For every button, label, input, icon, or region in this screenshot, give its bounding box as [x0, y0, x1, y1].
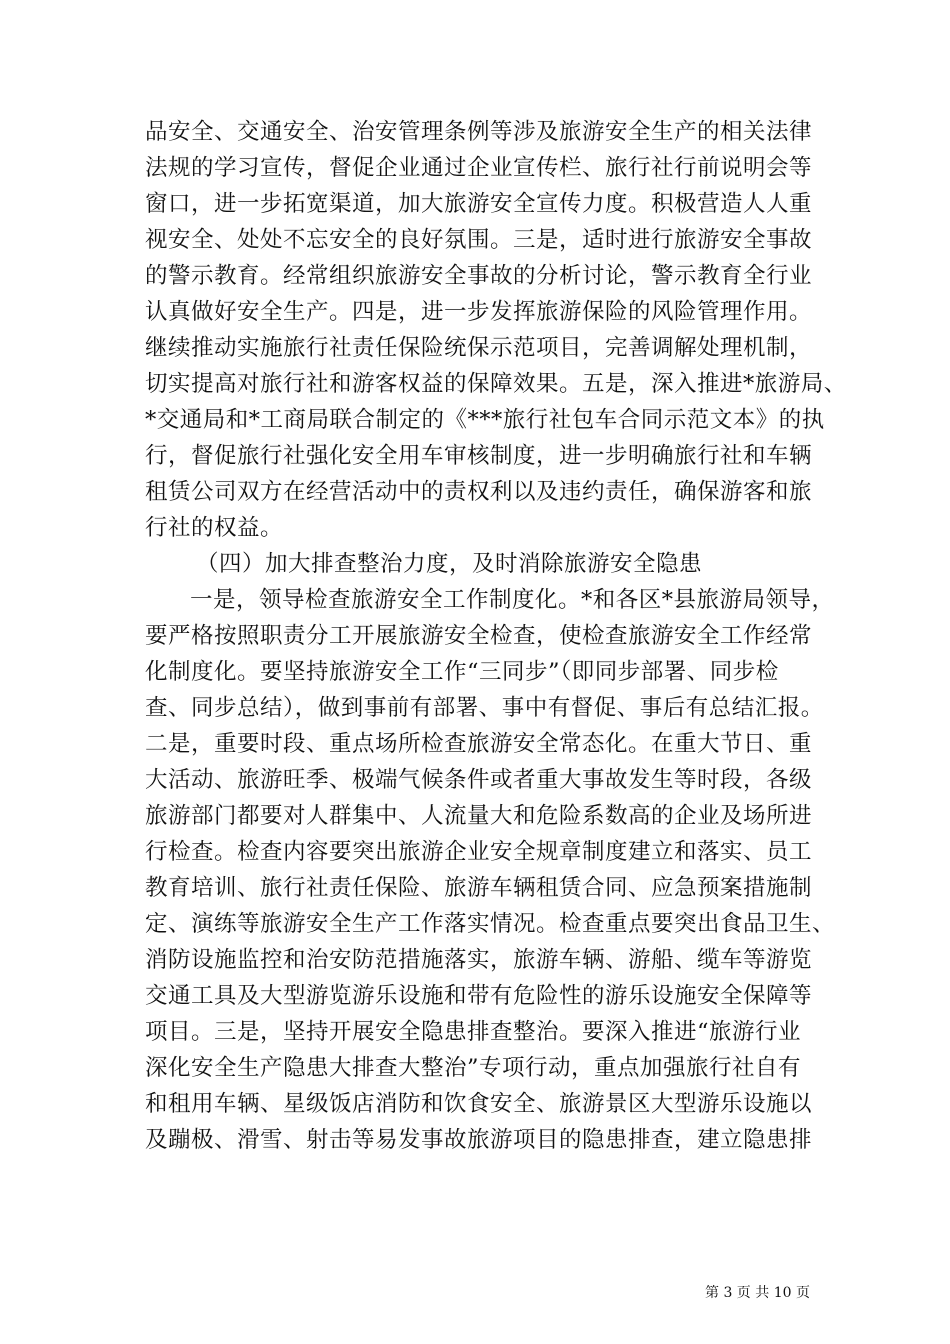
body-line: 行，督促旅行社强化安全用车审核制度，进一步明确旅行社和车辆 — [145, 443, 813, 469]
body-line: 的警示教育。经常组织旅游安全事故的分析讨论，警示教育全行业 — [145, 263, 813, 289]
body-line: 切实提高对旅行社和游客权益的保障效果。五是，深入推进*旅游局、 — [145, 371, 847, 397]
body-line: 深化安全生产隐患大排查大整治”专项行动，重点加强旅行社自有 — [145, 1055, 802, 1081]
body-line: 交通工具及大型游览游乐设施和带有危险性的游乐设施安全保障等 — [145, 983, 813, 1009]
body-line: 及蹦极、滑雪、射击等易发事故旅游项目的隐患排查，建立隐患排 — [145, 1127, 813, 1153]
body-line: 和租用车辆、星级饭店消防和饮食安全、旅游景区大型游乐设施以 — [145, 1091, 813, 1117]
body-line: 定、演练等旅游安全生产工作落实情况。检查重点要突出食品卫生、 — [145, 911, 836, 937]
page-number: 第 3 页 共 10 页 — [705, 1285, 810, 1301]
body-line: 消防设施监控和治安防范措施落实，旅游车辆、游船、缆车等游览 — [145, 947, 813, 973]
body-line: *交通局和*工商局联合制定的《***旅行社包车合同示范文本》的执 — [145, 407, 825, 433]
body-line: 旅游部门都要对人群集中、人流量大和危险系数高的企业及场所进 — [145, 803, 813, 829]
body-line: 品安全、交通安全、治安管理条例等涉及旅游安全生产的相关法律 — [145, 119, 813, 145]
body-line: 二是，重要时段、重点场所检查旅游安全常态化。在重大节日、重 — [145, 731, 813, 757]
body-line: 法规的学习宣传，督促企业通过企业宣传栏、旅行社行前说明会等 — [145, 155, 813, 181]
body-line: 行检查。检查内容要突出旅游企业安全规章制度建立和落实、员工 — [145, 839, 813, 865]
body-line: 认真做好安全生产。四是，进一步发挥旅游保险的风险管理作用。 — [145, 299, 813, 325]
body-line: 项目。三是，坚持开展安全隐患排查整治。要深入推进“旅游行业 — [145, 1019, 802, 1045]
body-line: 视安全、处处不忘安全的良好氛围。三是，适时进行旅游安全事故 — [145, 227, 813, 253]
body-line: 教育培训、旅行社责任保险、旅游车辆租赁合同、应急预案措施制 — [145, 875, 813, 901]
body-line: 大活动、旅游旺季、极端气候条件或者重大事故发生等时段，各级 — [145, 767, 813, 793]
body-line: 租赁公司双方在经营活动中的责权利以及违约责任，确保游客和旅 — [145, 479, 813, 505]
body-line: 要严格按照职责分工开展旅游安全检查，使检查旅游安全工作经常 — [145, 623, 813, 649]
body-line: 化制度化。要坚持旅游安全工作“三同步”（即同步部署、同步检 — [145, 659, 779, 685]
body-line: 查、同步总结），做到事前有部署、事中有督促、事后有总结汇报。 — [145, 695, 824, 721]
section-heading: （四）加大排查整治力度，及时消除旅游安全隐患 — [196, 551, 703, 577]
body-line: 行社的权益。 — [145, 515, 284, 541]
body-line: 窗口，进一步拓宽渠道，加大旅游安全宣传力度。积极营造人人重 — [145, 191, 813, 217]
body-line: 继续推动实施旅行社责任保险统保示范项目，完善调解处理机制， — [145, 335, 813, 361]
paragraph-first-line: 一是，领导检查旅游安全工作制度化。*和各区*县旅游局领导， — [190, 587, 835, 613]
